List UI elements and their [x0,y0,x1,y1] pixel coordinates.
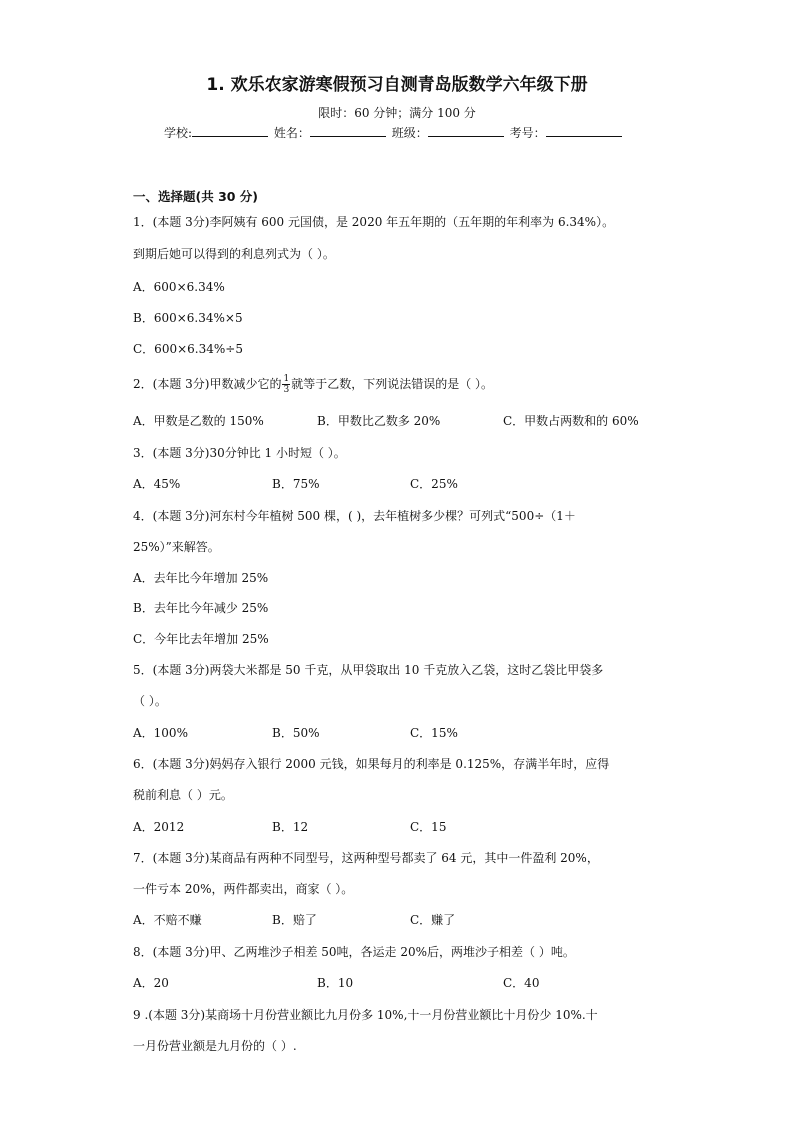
question-5-line-2: （ ）。 [133,694,167,708]
question-6-option-b[interactable]: B．12 [272,820,309,834]
fraction-numerator: 1 [283,374,290,384]
question-7-option-a[interactable]: A．不赔不赚 [133,913,202,927]
student-info-fields [164,124,624,141]
exam-number-blank[interactable] [546,126,622,137]
question-3-line-1: 3．(本题 3分)30分钟比 1 小时短（ ）。 [133,446,346,460]
question-3-option-a[interactable]: A．45% [133,477,181,491]
fraction-one-third [282,374,290,395]
question-8-option-b[interactable]: B．10 [317,976,354,990]
class-label: 班级： [391,126,428,140]
question-2-text-after: 就等于乙数，下列说法错误的是（ ）。 [291,377,494,391]
question-7-option-c[interactable]: C．赚了 [410,913,456,927]
question-4-option-a[interactable]: A．去年比今年增加 25% [133,571,269,585]
question-1-option-c[interactable]: C．600×6.34%÷5 [133,342,243,356]
school-field[interactable] [164,124,270,141]
question-7-line-1: 7．(本题 3分)某商品有两种不同型号，这两种型号都卖了 64 元，其中一件盈利 20%， [133,851,599,865]
exam-number-label: 考号： [509,126,546,140]
question-1-line-1: 1．(本题 3分)李阿姨有 600 元国债，是 2020 年五年期的（五年期的年利率为 6.34%）。 [133,215,615,229]
question-1-line-2: 到期后她可以得到的利息列式为（ ）。 [133,247,335,261]
question-2-option-b[interactable]: B．甲数比乙数多 20% [317,414,441,428]
question-2-option-a[interactable]: A．甲数是乙数的 150% [133,414,264,428]
question-7-line-2: 一件亏本 20%，两件都卖出，商家（ ）。 [133,882,354,896]
time-score-line: 限时：60 分钟；满分 100 分 [318,106,476,120]
question-2-text-before: 2．(本题 3分)甲数减少它的 [133,377,282,391]
question-4-line-1: 4．(本题 3分)河东村今年植树 500 棵，( )，去年植树多少棵？可列式“500÷（1＋ [133,509,576,523]
question-5-option-a[interactable]: A．100% [133,726,188,740]
question-5-option-b[interactable]: B．50% [272,726,320,740]
question-4-option-c[interactable]: C．今年比去年增加 25% [133,632,269,646]
question-2-line [133,374,493,395]
question-3-option-b[interactable]: B．75% [272,477,320,491]
school-blank[interactable] [192,126,268,137]
question-6-line-2: 税前利息（ ）元。 [133,788,233,802]
class-field[interactable] [392,124,506,141]
question-1-option-b[interactable]: B．600×6.34%×5 [133,311,243,325]
section-title: 一、选择题(共 30 分) [133,189,259,204]
question-9-line-2: 一月份营业额是九月份的（ ）. [133,1039,297,1053]
question-5-line-1: 5．(本题 3分)两袋大米都是 50 千克，从甲袋取出 10 千克放入乙袋，这时乙袋比甲袋多 [133,663,604,677]
question-4-line-2: 25%）”来解答。 [133,540,220,554]
question-9-line-1: 9 .(本题 3分)某商场十月份营业额比九月份多 10%,十一月份营业额比十月份少 10%.十 [133,1008,598,1022]
question-7-option-b[interactable]: B．赔了 [272,913,317,927]
fraction-denominator: 3 [283,385,290,395]
question-3-option-c[interactable]: C．25% [410,477,458,491]
school-label: 学校: [164,126,193,140]
exam-number-field[interactable] [510,124,624,141]
question-8-option-c[interactable]: C．40 [503,976,540,990]
question-1-option-a[interactable]: A．600×6.34% [133,280,225,294]
question-5-option-c[interactable]: C．15% [410,726,458,740]
name-label: 姓名： [273,126,310,140]
name-field[interactable] [274,124,388,141]
question-6-option-a[interactable]: A．2012 [133,820,185,834]
question-8-option-a[interactable]: A．20 [133,976,169,990]
question-6-line-1: 6．(本题 3分)妈妈存入银行 2000 元钱，如果每月的利率是 0.125%，存满半年时，应得 [133,757,610,771]
name-blank[interactable] [310,126,386,137]
page-title: 1. 欢乐农家游寒假预习自测青岛版数学六年级下册 [206,75,588,95]
question-6-option-c[interactable]: C．15 [410,820,447,834]
class-blank[interactable] [428,126,504,137]
question-4-option-b[interactable]: B．去年比今年减少 25% [133,601,269,615]
question-8-line-1: 8．(本题 3分)甲、乙两堆沙子相差 50吨，各运走 20%后，两堆沙子相差（ ）吨。 [133,945,575,959]
question-2-option-c[interactable]: C．甲数占两数和的 60% [503,414,639,428]
